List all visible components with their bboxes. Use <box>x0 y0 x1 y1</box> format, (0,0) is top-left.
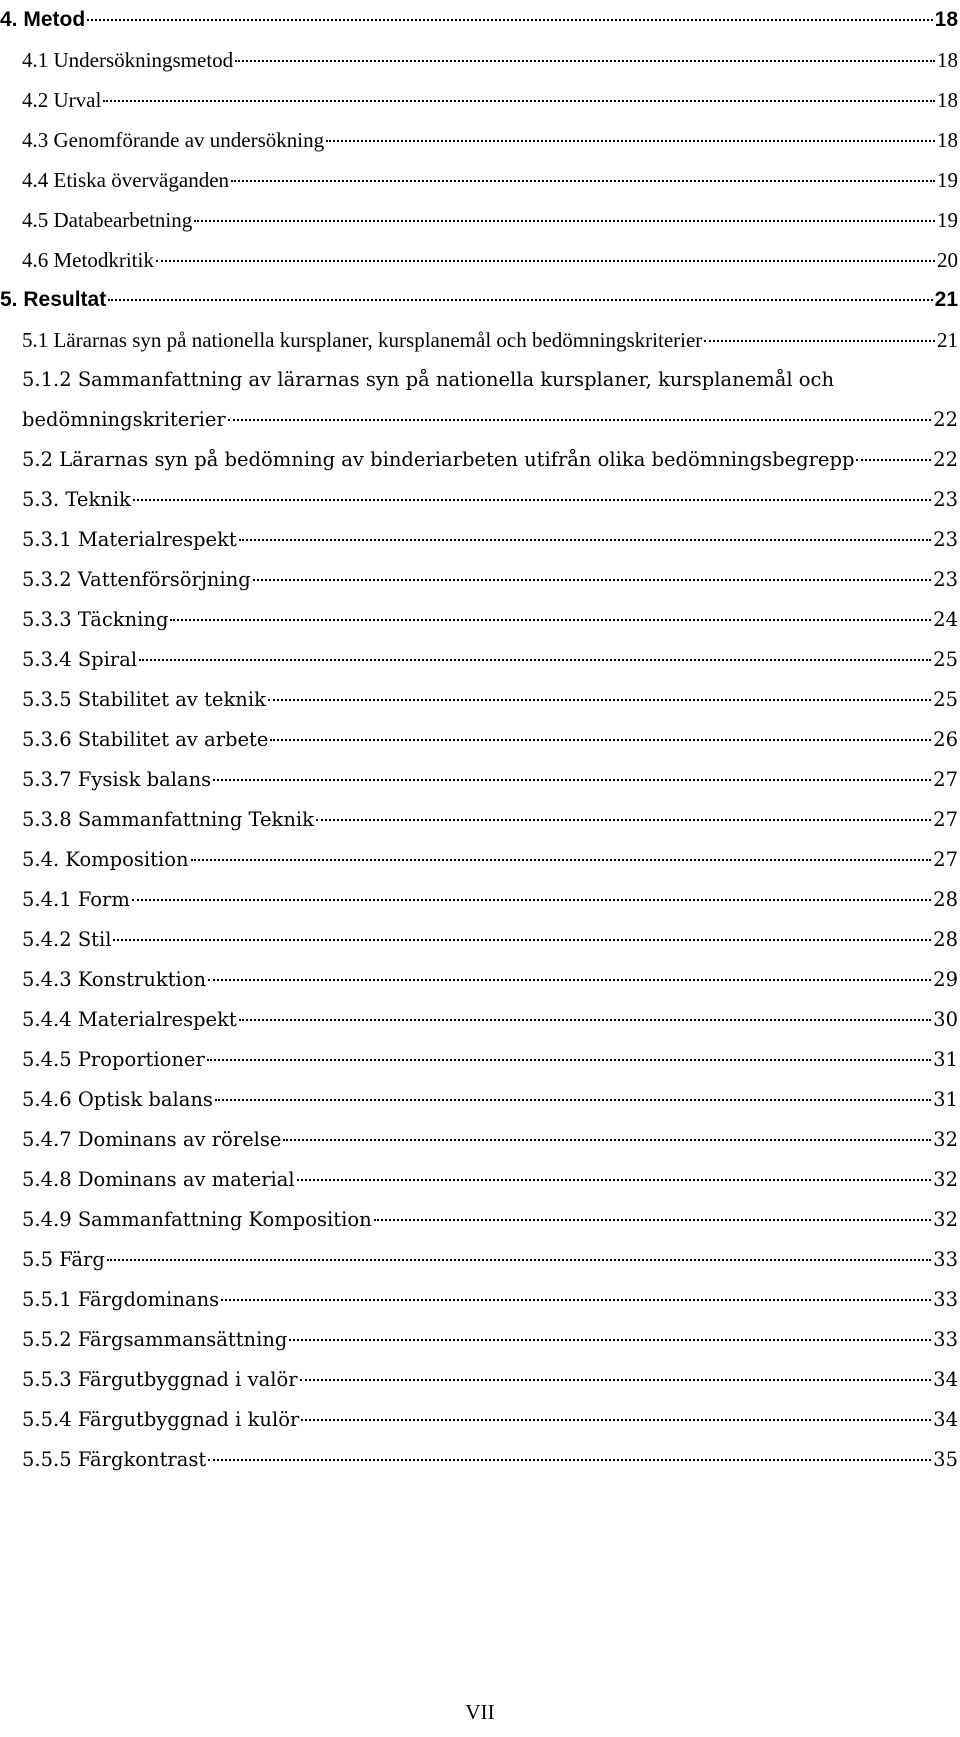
dot-leader <box>133 499 931 501</box>
toc-entry-page: 19 <box>937 208 958 232</box>
dot-leader <box>283 1139 931 1141</box>
dot-leader <box>231 180 935 182</box>
toc-entry-title: 5.5.3 Färgutbyggnad i valör <box>22 1368 298 1391</box>
toc-entry-4-4[interactable] <box>0 160 958 200</box>
toc-entry-title: 5.4. Komposition <box>22 848 189 871</box>
toc-entry-title: 5.3.8 Sammanfattning Teknik <box>22 808 314 831</box>
toc-entry-title: 4. Metod <box>0 8 86 31</box>
dot-leader <box>87 19 932 21</box>
toc-entry-5-3-3[interactable] <box>0 600 958 640</box>
toc-entry-5-5-2[interactable] <box>0 1320 958 1360</box>
dot-leader <box>316 819 931 821</box>
toc-entry-page: 22 <box>933 408 958 431</box>
dot-leader <box>253 579 931 581</box>
dot-leader <box>856 459 931 461</box>
toc-entry-title: 5.3.2 Vattenförsörjning <box>22 568 251 591</box>
toc-entry-page: 18 <box>937 128 958 152</box>
toc-entry-title: 5.3.1 Materialrespekt <box>22 528 237 551</box>
dot-leader <box>239 1019 931 1021</box>
toc-entry-5-4-4[interactable] <box>0 1000 958 1040</box>
toc-entry-title: 5.2 Lärarnas syn på bedömning av binderiarbeten utifrån olika bedömningsbegrepp <box>22 448 855 471</box>
toc-entry-title: 5.4.3 Konstruktion <box>22 968 207 991</box>
dot-leader <box>221 1299 931 1301</box>
dot-leader <box>374 1219 932 1221</box>
toc-entry-page: 23 <box>933 488 958 511</box>
dot-leader <box>208 979 931 981</box>
toc-entry-metod[interactable] <box>0 0 958 40</box>
toc-entry-5-4-3[interactable] <box>0 960 958 1000</box>
dot-leader <box>268 699 931 701</box>
dot-leader <box>107 1259 931 1261</box>
toc-entry-title: 5.1.2 Sammanfattning av lärarnas syn på nationella kursplaner, kursplanemål och <box>22 368 835 391</box>
toc-entry-4-5[interactable] <box>0 200 958 240</box>
dot-leader <box>215 1099 931 1101</box>
toc-entry-continuation <box>22 400 958 440</box>
toc-entry-page: 23 <box>933 528 958 551</box>
toc-entry-title: 5.3.6 Stabilitet av arbete <box>22 728 269 751</box>
toc-entry-page: 18 <box>937 88 958 112</box>
toc-entry-page: 27 <box>933 848 958 871</box>
toc-entry-title: 5.5 Färg <box>22 1248 105 1271</box>
dot-leader <box>108 299 932 301</box>
toc-entry-5-5[interactable] <box>0 1240 958 1280</box>
toc-entry-title: 5.5.1 Färgdominans <box>22 1288 220 1311</box>
toc-entry-title: 4.4 Etiska överväganden <box>22 168 230 192</box>
toc-entry-5-4-2[interactable] <box>0 920 958 960</box>
dot-leader <box>289 1339 931 1341</box>
dot-leader <box>170 619 931 621</box>
dot-leader <box>191 859 932 861</box>
toc-entry-title: 4.6 Metodkritik <box>22 248 154 272</box>
dot-leader <box>207 1059 931 1061</box>
toc-entry-title: 5.3.7 Fysisk balans <box>22 768 212 791</box>
dot-leader <box>213 779 931 781</box>
toc-entry-page: 23 <box>933 568 958 591</box>
toc-entry-page: 35 <box>933 1448 958 1471</box>
toc-entry-5-3-1[interactable] <box>0 520 958 560</box>
toc-entry-page: 34 <box>933 1368 958 1391</box>
toc-entry-page: 32 <box>933 1208 958 1231</box>
toc-entry-page: 27 <box>933 768 958 791</box>
dot-leader <box>132 899 931 901</box>
dot-leader <box>704 340 935 342</box>
toc-entry-5-4-5[interactable] <box>0 1040 958 1080</box>
toc-entry-page: 18 <box>934 8 958 31</box>
toc-entry-title: 5.3.5 Stabilitet av teknik <box>22 688 266 711</box>
toc-entry-4-1[interactable] <box>0 40 958 80</box>
toc-entry-page: 20 <box>937 248 958 272</box>
toc-entry-page: 30 <box>933 1008 958 1031</box>
toc-entry-page: 27 <box>933 808 958 831</box>
toc-entry-title: 4.5 Databearbetning <box>22 208 193 232</box>
toc-entry-5-3-7[interactable] <box>0 760 958 800</box>
toc-entry-page: 25 <box>933 648 958 671</box>
toc-entry-5-1-2[interactable] <box>0 360 958 440</box>
toc-entry-5-1[interactable] <box>0 320 958 360</box>
page-number: VII <box>465 1700 495 1724</box>
toc-entry-title: 5.4.6 Optisk balans <box>22 1088 213 1111</box>
toc-entry-5-4-8[interactable] <box>0 1160 958 1200</box>
dot-leader <box>300 1379 932 1381</box>
toc-entry-5-4[interactable] <box>0 840 958 880</box>
dot-leader <box>103 100 935 102</box>
dot-leader <box>235 60 935 62</box>
toc-entry-title: 5.4.8 Dominans av material <box>22 1168 295 1191</box>
toc-entry-title: 5.1 Lärarnas syn på nationella kursplaner, kursplanemål och bedömningskriterier <box>22 328 703 352</box>
toc-entry-title: 4.2 Urval <box>22 88 102 112</box>
dot-leader <box>239 539 931 541</box>
toc-entry-title: 5.3.4 Spiral <box>22 648 138 671</box>
toc-entry-title: 5.4.4 Materialrespekt <box>22 1008 237 1031</box>
toc-entry-title: 5.4.9 Sammanfattning Komposition <box>22 1208 372 1231</box>
toc-entry-page: 33 <box>933 1328 958 1351</box>
dot-leader <box>228 419 931 421</box>
toc-entry-title: 5.5.5 Färgkontrast <box>22 1448 207 1471</box>
toc-entry-page: 33 <box>933 1288 958 1311</box>
toc-entry-page: 28 <box>933 928 958 951</box>
toc-entry-title: 5.5.4 Färgutbyggnad i kulör <box>22 1408 300 1431</box>
dot-leader <box>297 1179 932 1181</box>
toc-entry-title: 5.5.2 Färgsammansättning <box>22 1328 288 1351</box>
toc-entry-5-5-3[interactable] <box>0 1360 958 1400</box>
toc-entry-title: 5.3.3 Täckning <box>22 608 169 631</box>
toc-entry-5-5-1[interactable] <box>0 1280 958 1320</box>
dot-leader <box>326 140 935 142</box>
toc-entry-title: 5.3. Teknik <box>22 488 131 511</box>
dot-leader <box>270 739 931 741</box>
toc-entry-5-3-8[interactable] <box>0 800 958 840</box>
toc-entry-page: 25 <box>933 688 958 711</box>
toc-entry-page: 26 <box>933 728 958 751</box>
toc-entry-4-6[interactable] <box>0 240 958 280</box>
toc-entry-page: 29 <box>933 968 958 991</box>
toc-entry-page: 24 <box>933 608 958 631</box>
dot-leader <box>208 1459 931 1461</box>
toc-entry-5-3-2[interactable] <box>0 560 958 600</box>
toc-entry-4-2[interactable] <box>0 80 958 120</box>
toc-entry-5-3[interactable] <box>0 480 958 520</box>
toc-entry-page: 32 <box>933 1128 958 1151</box>
toc-entry-5-4-9[interactable] <box>0 1200 958 1240</box>
dot-leader <box>139 659 931 661</box>
dot-leader <box>301 1419 931 1421</box>
dot-leader <box>194 220 935 222</box>
toc-entry-title: 5. Resultat <box>0 288 107 311</box>
toc-entry-title: 5.4.7 Dominans av rörelse <box>22 1128 282 1151</box>
toc-entry-page: 28 <box>933 888 958 911</box>
toc-entry-resultat[interactable] <box>0 280 958 320</box>
toc-entry-5-4-7[interactable] <box>0 1120 958 1160</box>
toc-entry-page: 32 <box>933 1168 958 1191</box>
toc-entry-title: 4.3 Genomförande av undersökning <box>22 128 325 152</box>
toc-entry-5-3-6[interactable] <box>0 720 958 760</box>
toc-entry-title: 5.4.5 Proportioner <box>22 1048 205 1071</box>
toc-entry-page: 33 <box>933 1248 958 1271</box>
toc-entry-5-3-4[interactable] <box>0 640 958 680</box>
toc-entry-page: 21 <box>934 288 958 311</box>
toc-entry-title: 5.4.1 Form <box>22 888 130 911</box>
toc-entry-page: 18 <box>937 48 958 72</box>
toc-entry-5-5-5[interactable] <box>0 1440 958 1480</box>
toc-entry-4-3[interactable] <box>0 120 958 160</box>
toc-entry-title-continued: bedömningskriterier <box>22 408 226 431</box>
toc-entry-page: 31 <box>933 1048 958 1071</box>
toc-entry-page: 34 <box>933 1408 958 1431</box>
dot-leader <box>113 939 931 941</box>
toc-entry-5-4-1[interactable] <box>0 880 958 920</box>
dot-leader <box>156 260 935 262</box>
toc-entry-page: 21 <box>937 328 958 352</box>
toc-entry-page: 31 <box>933 1088 958 1111</box>
toc-entry-5-5-4[interactable] <box>0 1400 958 1440</box>
toc-entry-title: 4.1 Undersökningsmetod <box>22 48 234 72</box>
toc-entry-5-3-5[interactable] <box>0 680 958 720</box>
toc-entry-page: 22 <box>933 448 958 471</box>
toc-entry-5-4-6[interactable] <box>0 1080 958 1120</box>
toc-entry-page: 19 <box>937 168 958 192</box>
toc-entry-5-2[interactable] <box>0 440 958 480</box>
toc-entry-title: 5.4.2 Stil <box>22 928 112 951</box>
